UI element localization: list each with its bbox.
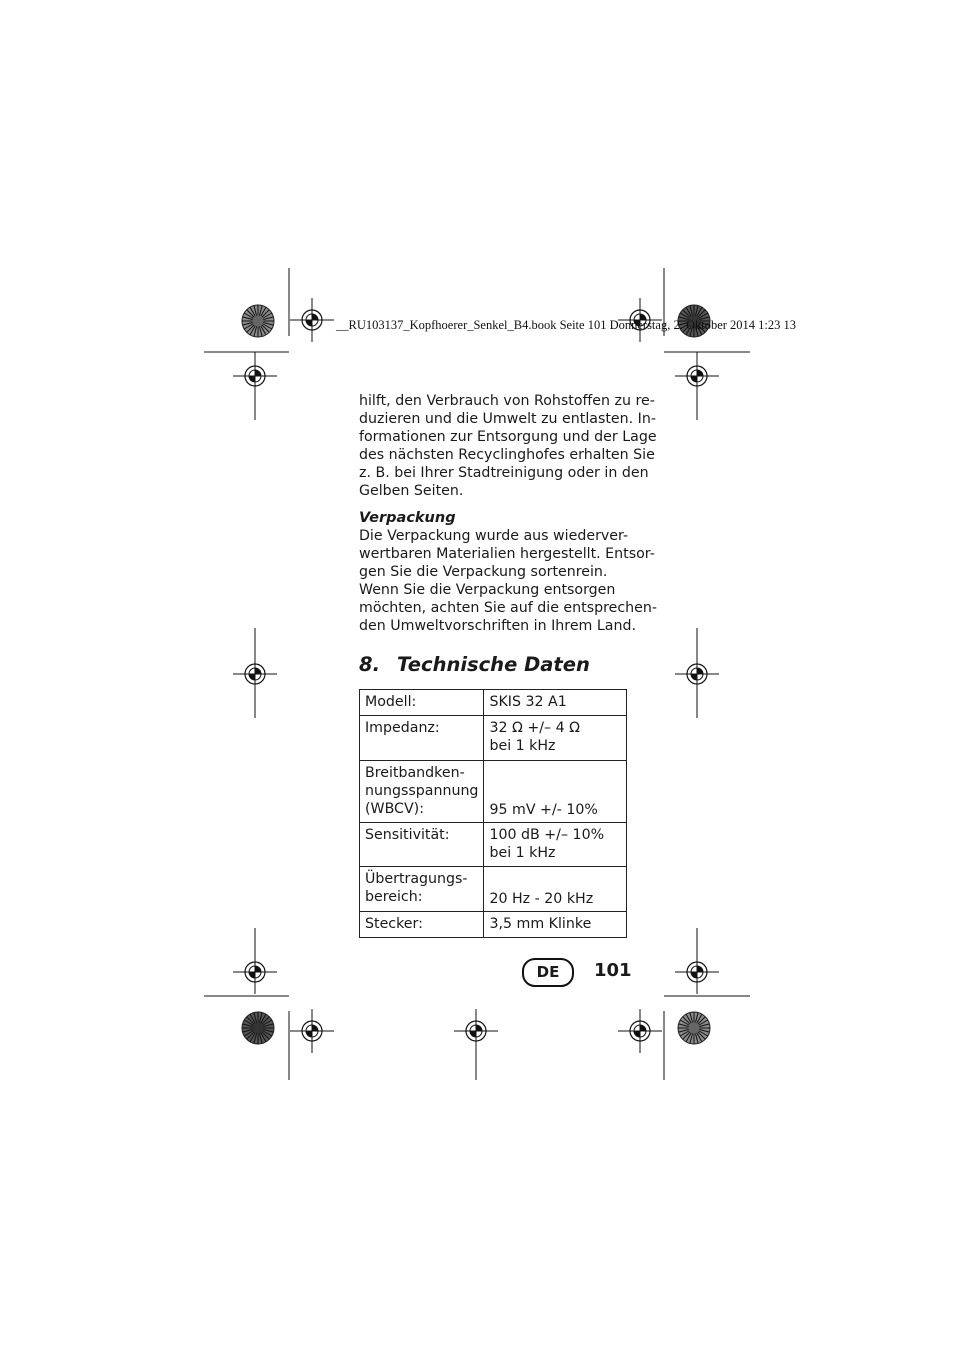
packaging-text: Die Verpackung wurde aus wiederver- wertbaren Materialien hergestellt. Entsor- gen Sie die Verpackung sortenrein. Wenn Sie die Verpackung entsorgen möchten, achten Sie auf die entsprechen- den Umweltvorschriften in Ihrem Land.	[359, 528, 657, 635]
spec-value: SKIS 32 A1	[484, 690, 627, 716]
table-row	[360, 716, 627, 761]
table-row	[360, 912, 627, 938]
spec-key: Sensitivität:	[360, 823, 484, 867]
spec-value: 32 Ω +/– 4 Ω bei 1 kHz	[484, 716, 627, 761]
starburst-center	[688, 1022, 699, 1033]
table-row	[360, 867, 627, 912]
table-row	[360, 690, 627, 716]
spec-key: Übertragungs- bereich:	[360, 867, 484, 912]
language-badge: DE	[522, 958, 574, 987]
spec-value: 3,5 mm Klinke	[484, 912, 627, 938]
spec-value: 95 mV +/- 10%	[484, 761, 627, 823]
spec-value: 100 dB +/– 10% bei 1 kHz	[484, 823, 627, 867]
intro-text: hilft, den Verbrauch von Rohstoffen zu re- duzieren und die Umwelt zu entlasten. In- formationen zur Entsorgung und der Lage des nächsten Recyclinghofes erhalten Sie z. B. bei Ihrer Stadtreinigung oder in den Gelben Seiten.	[359, 393, 657, 500]
technical-data-table	[359, 689, 627, 938]
spec-key: Stecker:	[360, 912, 484, 938]
table-row	[360, 761, 627, 823]
spec-value: 20 Hz - 20 kHz	[484, 867, 627, 912]
print-slug-line: __RU103137_Kopfhoerer_Senkel_B4.book Seite 101 Donnerstag, 2. Oktober 2014 1:23 13	[336, 318, 797, 332]
intro-paragraph	[359, 392, 657, 501]
section-number: 8.	[359, 653, 380, 676]
spec-key: Impedanz:	[360, 716, 484, 761]
page-number: 101	[594, 960, 632, 981]
packaging-heading: Verpackung	[359, 510, 456, 526]
section-title	[359, 653, 590, 676]
starburst-center	[252, 315, 263, 326]
packaging-section	[359, 509, 657, 636]
table-row	[360, 823, 627, 867]
starburst-center	[252, 1022, 263, 1033]
section-title-text: Technische Daten	[397, 653, 590, 676]
spec-key: Breitbandken- nungsspannung (WBCV):	[360, 761, 484, 823]
spec-key: Modell:	[360, 690, 484, 716]
